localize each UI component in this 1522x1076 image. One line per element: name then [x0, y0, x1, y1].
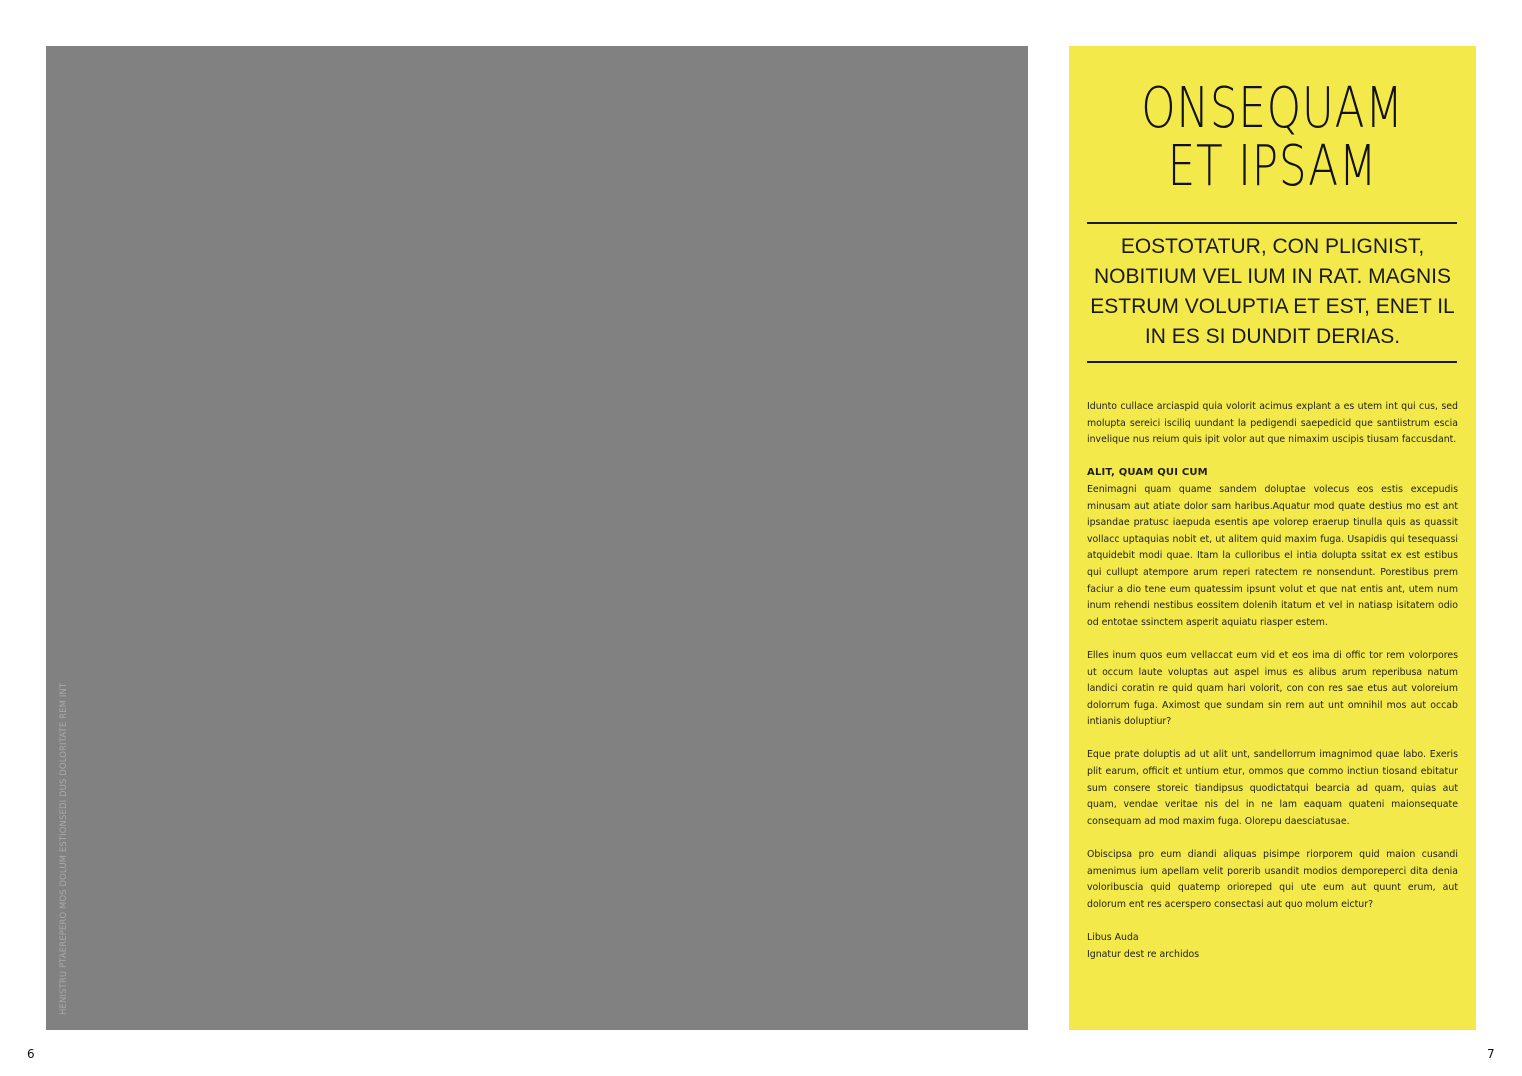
headline-line-2: ET IPSAM: [1167, 134, 1378, 199]
photo-caption: HENISTRU PTAEREPERO MOS DOLUM ESTIONSEDI DUS DOLORITATE REM INT: [59, 682, 69, 1015]
divider-top: [1087, 222, 1457, 224]
photo-placeholder: [46, 46, 1028, 1030]
body-paragraph: Elles inum quos eum vellaccat eum vid et eos ima di offic tor rem volorpores ut occum laute voluptas aut aspel imus es alibus arum reperibusa natum landici coratin re quid quam hari volorit, con con res sae etus aut voloreium dolorrum fuga. Aximost que sundam sin rem aut unt omnihil mos aut occab intianis doluptiur?: [1087, 649, 1458, 728]
body-paragraph: Eenimagni quam quame sandem doluptae volecus eos estis excepudis minusam aut atiate dolor sam haribus.Aquatur mod quate destius mo est ant ipsandae pratusc iaepuda esentis ape volorep eraerup tinulla quis as quassit vollacc uptaquias nobit et, ut alitem quid maxim fuga. Usapidis qui tesequassi atquidebit modi quae. Itam la culloribus el intia dolupta ssitat ex est estibus qui cullupt atempore arum reperi ratectem re nonsendunt. Porestibus prem faciur a dio tene eum quatessim ipsunt volut et que nat entis ant, utem num inum rehendi nestibus eossitem dolenih itatum et vel in natiasp isitatem odio od entotae ssinctem asperit aquiatu riasper estem.: [1087, 483, 1458, 628]
page-number-left: 6: [27, 1047, 35, 1061]
intro-paragraph: Idunto cullace arciaspid quia volorit acimus explant a es utem int qui cus, sed molupta sereici isciliq uundant la pedigendi saepedicid que santiistrum escia invelique nus reium quis ipit volor aut que nimaxim uscipis tiusam faccusdant.: [1087, 401, 1458, 446]
body-paragraph: Obiscipsa pro eum diandi aliquas pisimpe riorporem quid maion cusandi amenimus ium apellam velit porerib usandit modios demporeperci dita denia voloribuscia quid quatemp orioreped qui ute eum aut quunt erum, aut dolorum ent res acerspero consectasi aut quo molum eictur?: [1087, 849, 1458, 910]
headline-line-1: ONSEQUAM: [1141, 76, 1404, 141]
article-panel: [1069, 46, 1476, 1030]
page-number-right: 7: [1487, 1047, 1495, 1061]
body-paragraph: Eque prate doluptis ad ut alit unt, sandellorrum imagnimod quae labo. Exeris plit earum, officit et untium etur, ommos que commo inctiun tiosand ebitatur sum consere storeic tiandipsus quodictatqui bearcia ad quam, quias aut quam, vendae veritae nis del in ne lam eaquam quateni maionsequate consequam ad mod maxim fuga. Olorepu daesciatusae.: [1087, 749, 1458, 827]
article-body: [1087, 399, 1458, 963]
divider-bottom: [1087, 361, 1457, 363]
article-headline: [1114, 76, 1431, 199]
section-subhead: ALIT, QUAM QUI CUM: [1087, 467, 1208, 479]
author-name: Libus Auda: [1087, 932, 1139, 943]
article-deck: EOSTOTATUR, CON PLIGNIST, NOBITIUM VEL IUM IN RAT. MAGNIS ESTRUM VOLUPTIA ET EST, ENET IL IN ES SI DUNDIT DERIAS.: [1090, 235, 1455, 348]
author-title: Ignatur dest re archidos: [1087, 948, 1200, 960]
